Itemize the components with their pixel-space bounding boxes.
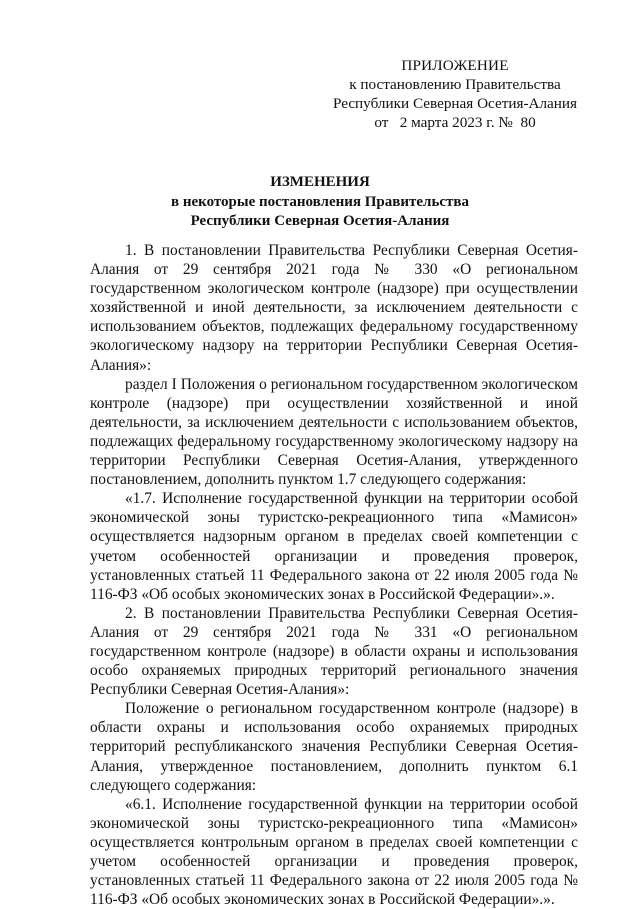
- document-body: [90, 241, 578, 909]
- appendix-line-2: Республики Северная Осетия-Алания: [332, 95, 578, 112]
- paragraph-1: 1. В постановлении Правительства Республики Северная Осетия-Алания от 29 сентября 2021 года № 330 «О региональном государственном экологическом контроле (надзоре) при осуществлении хозяйственной и иной деятельности, за исключением деятельности с использованием объектов, подлежащих федеральному государственному экологическому надзору на территории Республики Северная Осетия-Алания»:: [90, 242, 578, 374]
- heading-line-2: Республики Северная Осетия-Алания: [190, 213, 450, 229]
- paragraph-3: «1.7. Исполнение государственной функции на территории особой экономической зоны туристско-рекреационного типа «Мамисон» осуществляется надзорным органом в пределах своей компетенции с учетом особенностей организации и проведения проверок, установленных статьей 11 Федерального закона от 22 июля 2005 года № 116-ФЗ «Об особых экономических зонах в Российской Федерации».».: [90, 490, 578, 603]
- appendix-date-line: от 2 марта 2023 г. № 80: [374, 114, 536, 131]
- document-heading: [100, 173, 540, 232]
- paragraph-6: «6.1. Исполнение государственной функции на территории особой экономической зоны туристско-рекреационного типа «Мамисон» осуществляется контрольным органом в пределах своей компетенции с учетом особенностей организации и проведения проверок, установленных статьей 11 Федерального закона от 22 июля 2005 года № 116-ФЗ «Об особых экономических зонах в Российской Федерации».».: [90, 795, 578, 909]
- paragraph-4: 2. В постановлении Правительства Республики Северная Осетия-Алания от 29 сентября 2021 года № 331 «О региональном государственном контроле (надзоре) в области охраны и использования особо охраняемых природных территорий регионального значения Республики Северная Осетия-Алания»:: [90, 604, 578, 699]
- paragraph-5: Положение о региональном государственном контроле (надзоре) в области охраны и использования особо охраняемых природных территорий республиканского значения Республики Северная Осетия-Алания, утвержденное постановлением, дополнить пунктом 6.1 следующего содержания:: [90, 700, 578, 794]
- heading-title: ИЗМЕНЕНИЯ: [270, 174, 370, 190]
- heading-line-1: в некоторые постановления Правительства: [170, 193, 470, 210]
- appendix-block: [300, 56, 610, 132]
- paragraph-2: раздел I Положения о региональном государственном экологическом контроле (надзоре) при осуществлении хозяйственной и иной деятельности, за исключением деятельности с использованием объектов, подлежащих федеральному государственному экологическому надзору на территории Республики Северная Осетия-Алания, утвержденного постановлением, дополнить пунктом 1.7 следующего содержания:: [90, 375, 578, 489]
- appendix-title: ПРИЛОЖЕНИЕ: [401, 57, 509, 74]
- appendix-line-1: к постановлению Правительства: [349, 76, 561, 93]
